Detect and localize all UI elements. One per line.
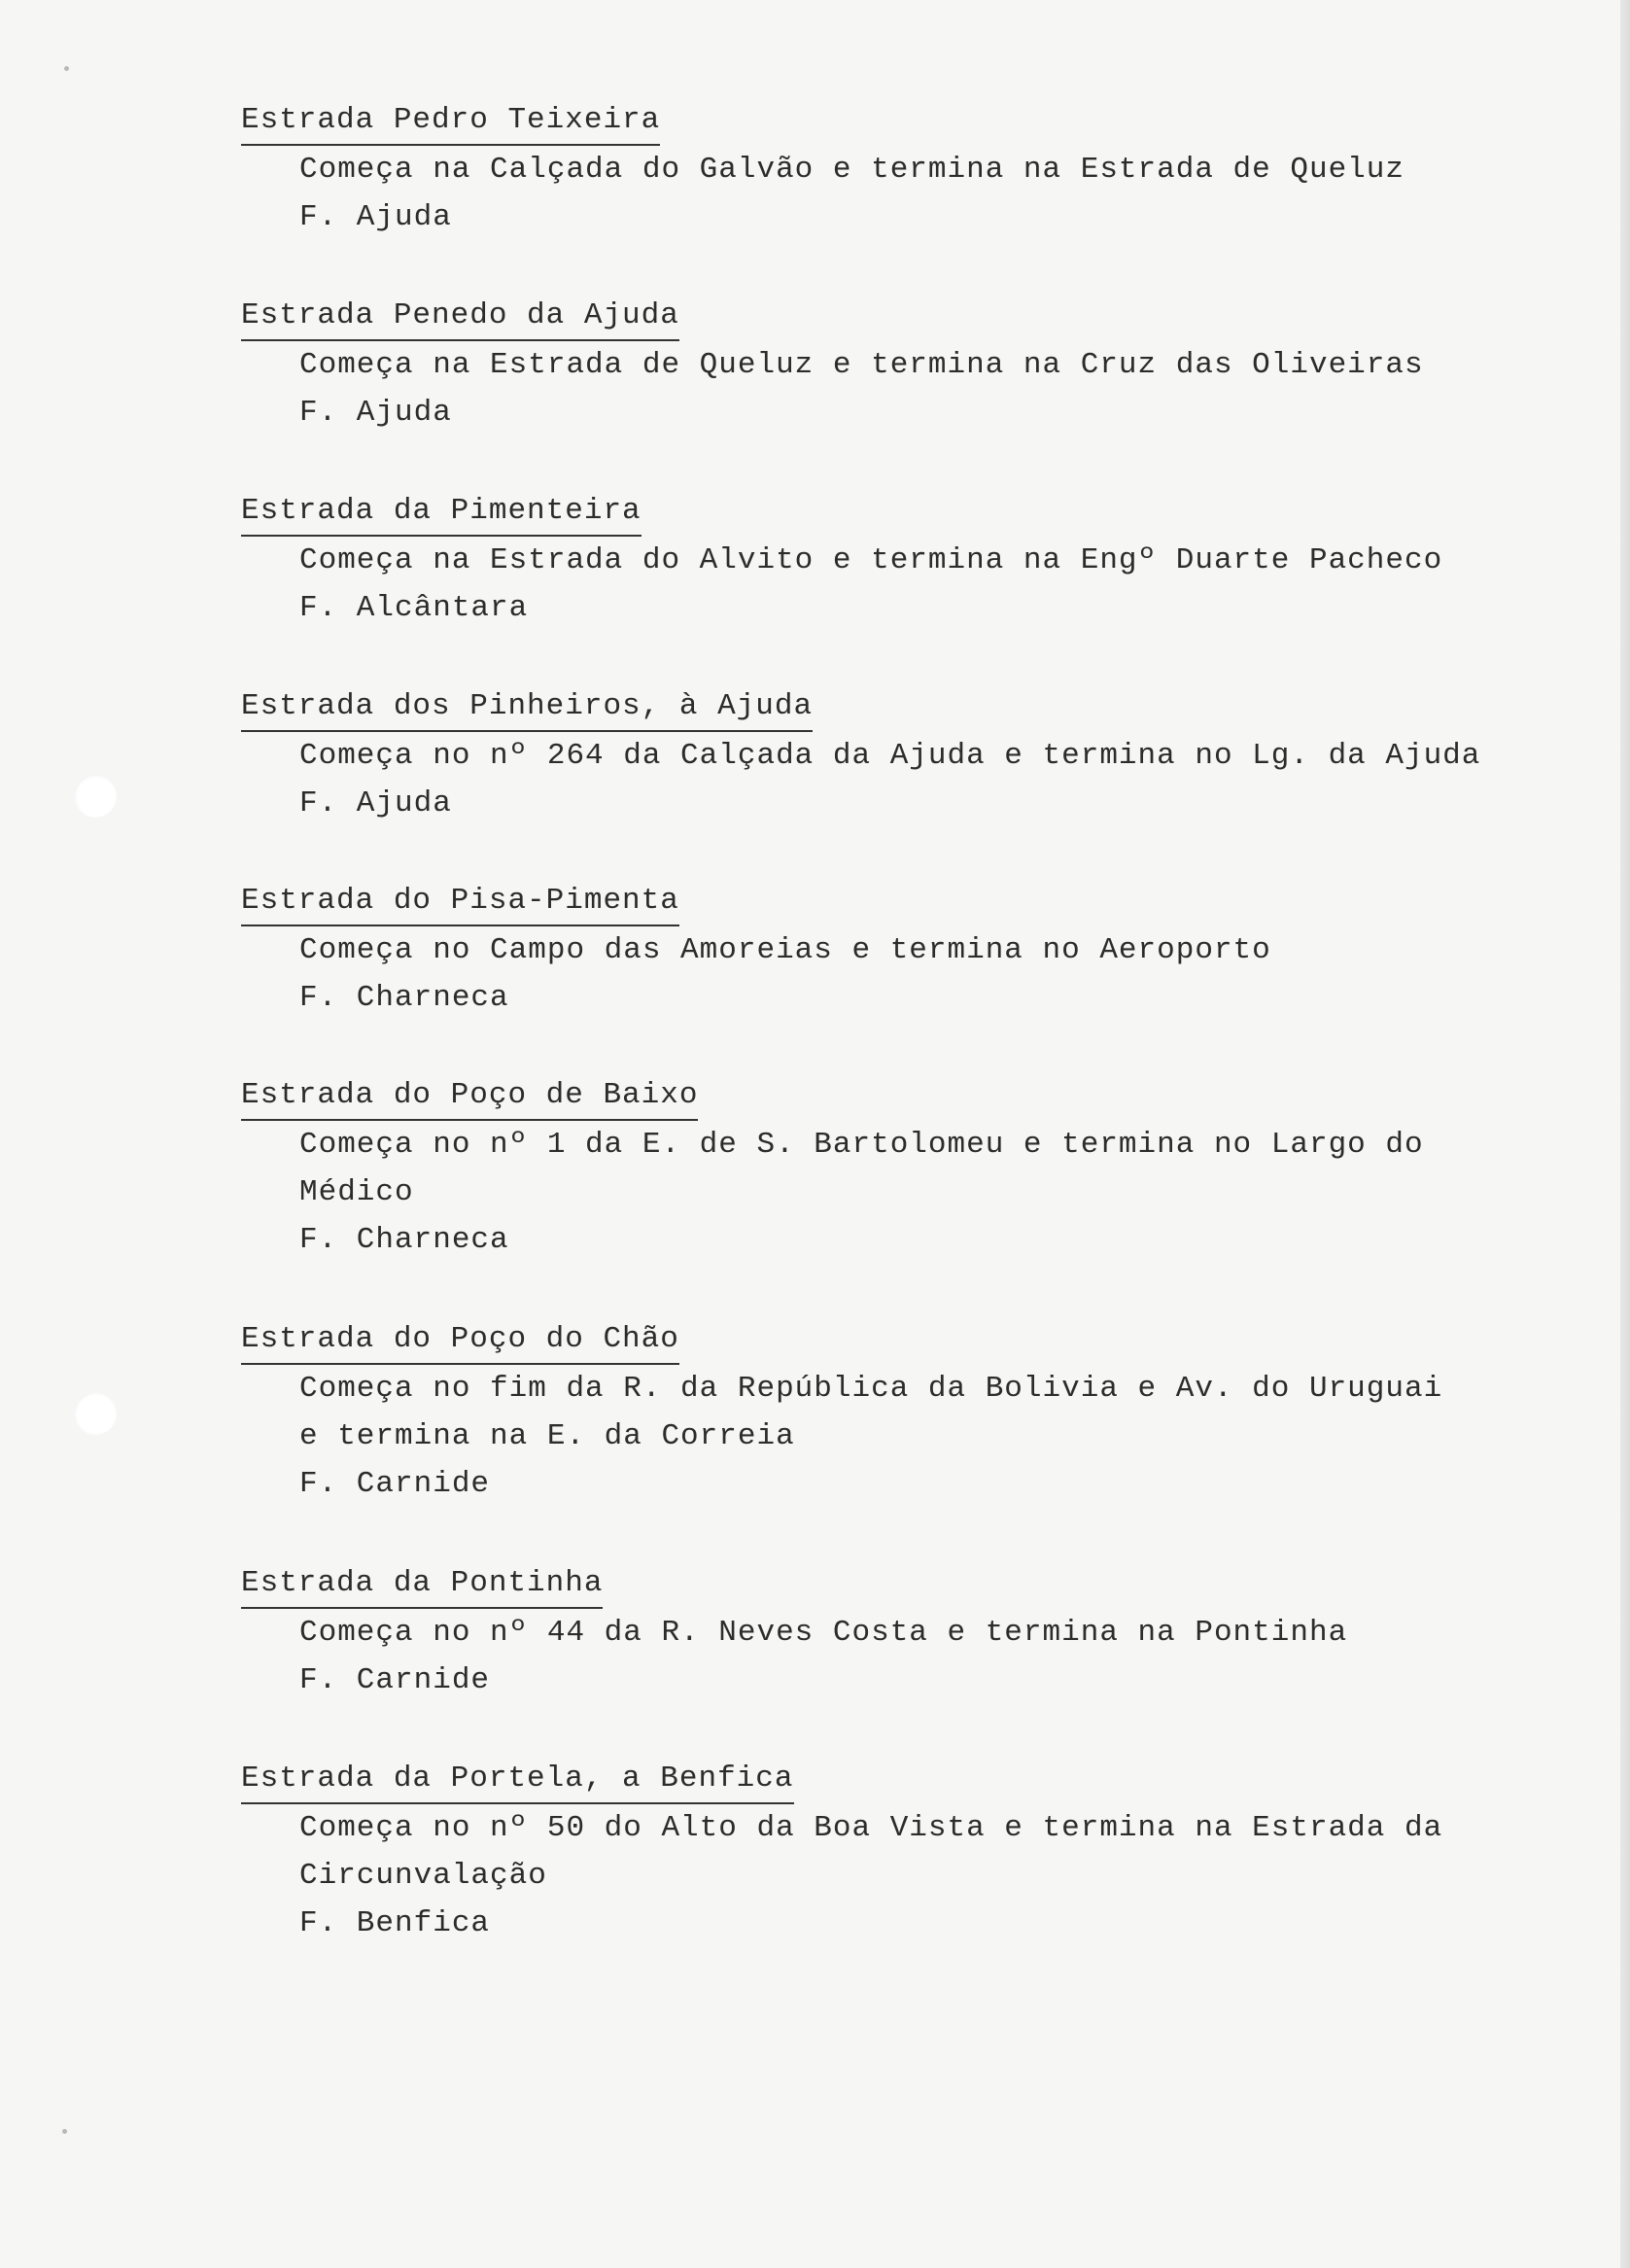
street-parish: F. Charneca	[299, 981, 509, 1015]
street-entry	[241, 488, 1534, 632]
street-entry	[241, 1756, 1534, 1947]
street-description-cont: e termina na E. da Correia	[299, 1419, 795, 1453]
street-title: Estrada Penedo da Ajuda	[241, 293, 679, 341]
street-parish: F. Carnide	[299, 1663, 491, 1697]
street-entry	[241, 1560, 1534, 1704]
street-description-cont: Médico	[299, 1175, 414, 1209]
street-description-cont: Circunvalação	[299, 1859, 547, 1893]
street-title: Estrada da Pontinha	[241, 1560, 603, 1609]
speck	[64, 66, 69, 71]
street-description: Começa no fim da R. da República da Bolivia e Av. do Uruguai	[299, 1372, 1443, 1406]
speck	[62, 2129, 67, 2134]
street-entry	[241, 293, 1534, 436]
street-description: Começa na Estrada do Alvito e termina na Engº Duarte Pacheco	[299, 543, 1443, 577]
street-description: Começa no nº 264 da Calçada da Ajuda e termina no Lg. da Ajuda	[299, 739, 1481, 773]
street-description: Começa na Calçada do Galvão e termina na Estrada de Queluz	[299, 153, 1405, 187]
street-description: Começa no nº 50 do Alto da Boa Vista e termina na Estrada da	[299, 1811, 1443, 1845]
street-title: Estrada da Pimenteira	[241, 488, 642, 537]
street-parish: F. Ajuda	[299, 200, 452, 234]
street-title: Estrada dos Pinheiros, à Ajuda	[241, 683, 813, 732]
street-title: Estrada do Pisa-Pimenta	[241, 878, 679, 926]
street-entry	[241, 878, 1534, 1022]
page-edge	[1620, 0, 1630, 2268]
street-description: Começa na Estrada de Queluz e termina na Cruz das Oliveiras	[299, 348, 1424, 382]
street-parish: F. Ajuda	[299, 396, 452, 430]
street-description: Começa no nº 44 da R. Neves Costa e termina na Pontinha	[299, 1616, 1348, 1650]
street-parish: F. Charneca	[299, 1223, 509, 1257]
street-title: Estrada da Portela, a Benfica	[241, 1756, 794, 1804]
street-title: Estrada Pedro Teixeira	[241, 97, 660, 146]
street-parish: F. Ajuda	[299, 786, 452, 820]
street-entry	[241, 683, 1534, 827]
punch-hole-top	[74, 775, 117, 818]
punch-hole-bottom	[74, 1392, 117, 1435]
street-entry	[241, 1316, 1534, 1508]
street-parish: F. Benfica	[299, 1906, 491, 1940]
street-description: Começa no nº 1 da E. de S. Bartolomeu e termina no Largo do	[299, 1128, 1424, 1162]
street-entry	[241, 97, 1534, 241]
street-entry	[241, 1072, 1534, 1264]
street-title: Estrada do Poço de Baixo	[241, 1072, 698, 1121]
street-title: Estrada do Poço do Chão	[241, 1316, 679, 1365]
street-parish: F. Alcântara	[299, 591, 529, 625]
street-description: Começa no Campo das Amoreias e termina no Aeroporto	[299, 933, 1271, 967]
street-parish: F. Carnide	[299, 1467, 491, 1501]
